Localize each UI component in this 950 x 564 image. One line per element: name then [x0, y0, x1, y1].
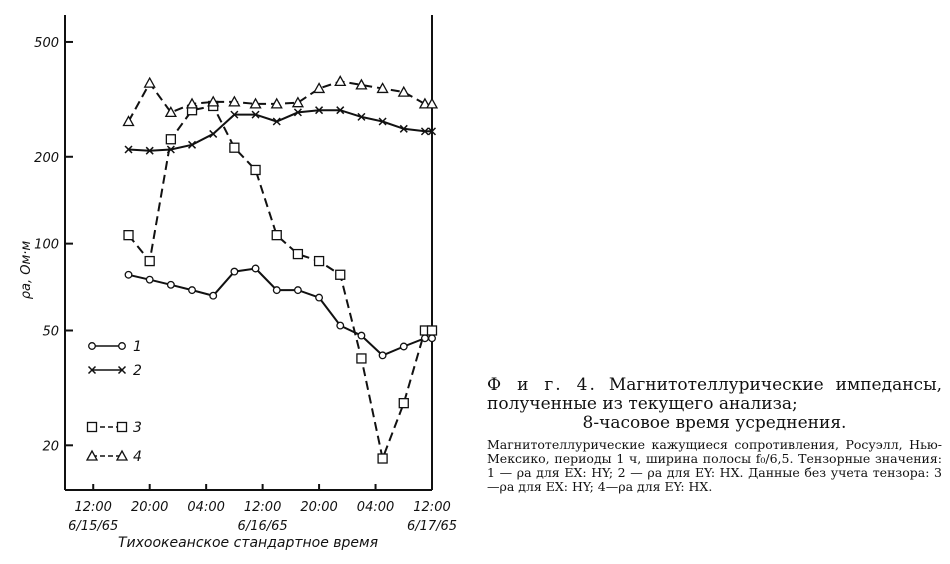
figure-label: Ф и г. 4.	[487, 375, 597, 395]
data-point	[293, 98, 303, 107]
caption-title-line1: Магнитотеллурические импедансы, полученные из текущего анализа;	[487, 375, 943, 414]
x-axis-title: Тихоокеанское стандартное время	[117, 535, 379, 551]
series-line	[129, 106, 433, 459]
data-point	[145, 257, 154, 266]
x-tick-label: 04:00	[356, 500, 395, 515]
data-point	[252, 265, 259, 272]
x-date-label: 6/15/65	[68, 519, 119, 534]
x-tick-label: 12:00	[74, 500, 112, 515]
data-point	[399, 399, 408, 408]
data-point	[251, 165, 260, 174]
figure-caption	[487, 376, 942, 494]
data-point	[400, 343, 407, 350]
legend	[87, 339, 142, 465]
data-point	[293, 250, 302, 259]
data-point	[118, 423, 127, 432]
data-point	[314, 83, 324, 92]
x-tick-label: 20:00	[130, 500, 169, 515]
data-point	[210, 130, 217, 137]
y-tick-label: 200	[34, 150, 59, 166]
data-point	[88, 423, 97, 432]
legend-label: 1	[133, 339, 142, 355]
x-tick-label: 12:00	[243, 500, 282, 515]
plot-frame	[65, 15, 432, 490]
data-point	[316, 294, 323, 301]
x-axis	[68, 484, 457, 534]
data-point	[125, 271, 132, 278]
data-point	[379, 352, 386, 359]
data-point	[273, 287, 280, 294]
data-point	[272, 231, 281, 240]
data-point	[399, 87, 409, 96]
y-axis	[34, 36, 73, 454]
series	[124, 76, 437, 463]
data-point	[428, 326, 437, 335]
caption-title	[487, 376, 942, 433]
data-point	[231, 268, 238, 275]
y-tick-label: 20	[42, 439, 59, 455]
data-point	[146, 276, 153, 283]
data-point	[336, 270, 345, 279]
data-point	[358, 332, 365, 339]
series-line	[129, 269, 433, 356]
y-tick-label: 500	[34, 35, 59, 51]
data-point	[168, 281, 175, 288]
data-point	[335, 76, 345, 85]
data-point	[119, 343, 126, 350]
data-point	[189, 287, 196, 294]
data-point	[429, 335, 436, 342]
data-point	[210, 292, 217, 299]
data-point	[315, 257, 324, 266]
legend-label: 4	[133, 449, 142, 465]
x-date-label: 6/16/65	[237, 519, 288, 534]
x-tick-label: 04:00	[187, 500, 225, 515]
data-point	[145, 78, 155, 87]
x-date-label: 6/17/65	[406, 519, 458, 534]
x-tick-label: 20:00	[300, 500, 338, 515]
data-point	[124, 231, 133, 240]
data-point	[166, 135, 175, 144]
data-point	[357, 354, 366, 363]
data-point	[427, 99, 437, 108]
data-point	[124, 117, 134, 126]
legend-label: 2	[133, 363, 142, 379]
y-tick-label: 100	[34, 237, 59, 253]
caption-body: Магнитотеллурические кажущиеся сопротивления, Росуэлл, Нью-Мексико, периоды 1 ч, ширина полосы f₀/6,5. Тензорные значения: 1 — ρa для EX: HY; 2 — ρa для EY: HX. Данные без учета тензора: 3—ρa для EX: HY; 4—ρa для EY: HX.	[487, 437, 942, 494]
caption-title-line2: 8-часовое время усреднения.	[582, 413, 847, 433]
series-1	[125, 265, 435, 358]
y-tick-label: 50	[42, 324, 59, 340]
data-point	[337, 322, 344, 329]
data-point	[89, 343, 96, 350]
data-point	[230, 143, 239, 152]
data-point	[378, 454, 387, 463]
data-point	[295, 287, 302, 294]
y-axis-title: ρa, Ом·м	[19, 240, 34, 300]
legend-label: 3	[133, 420, 142, 436]
x-tick-label: 12:00	[413, 500, 451, 515]
